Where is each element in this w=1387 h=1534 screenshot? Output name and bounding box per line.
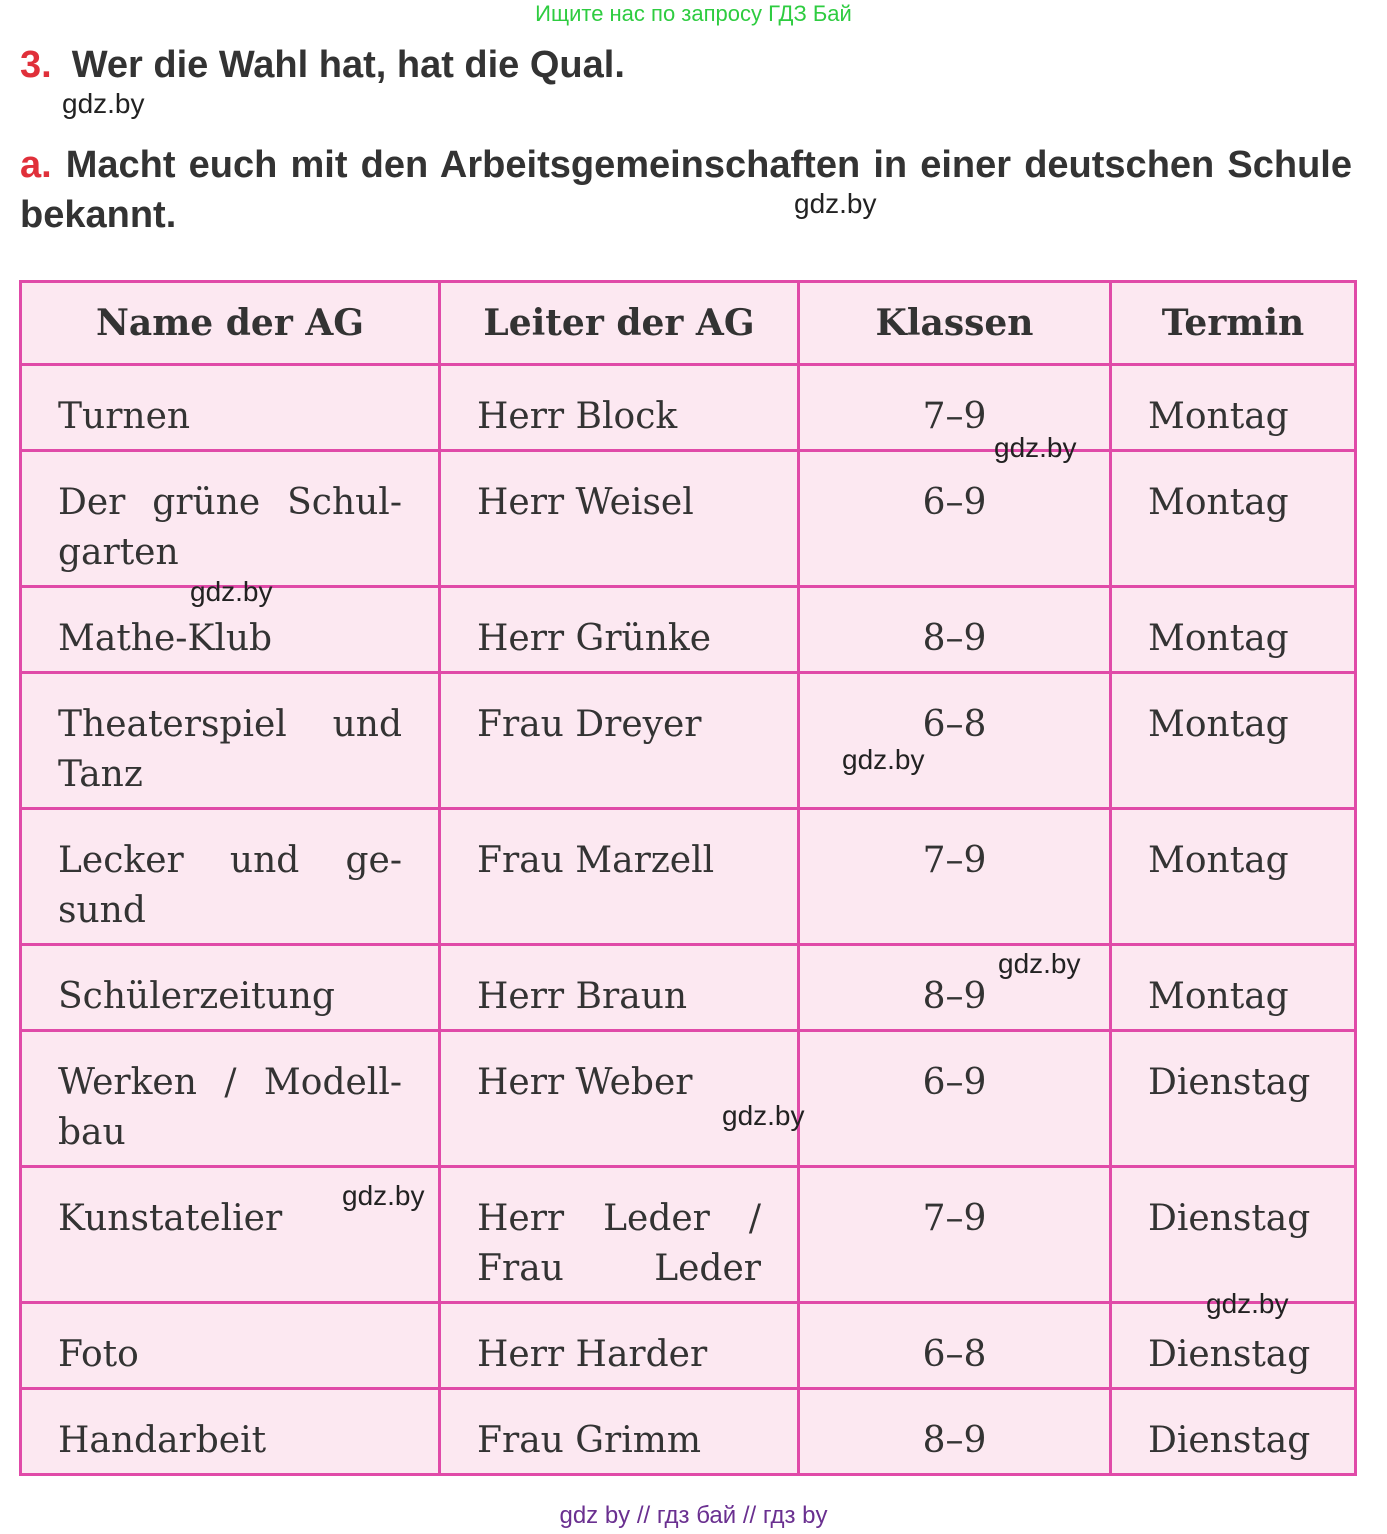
subtask-heading (20, 140, 1352, 240)
cell-termin: Montag (1111, 809, 1356, 945)
cell-name: Turnen (21, 365, 440, 451)
table-row (21, 365, 1356, 451)
cell-klassen: 6–8 (799, 673, 1111, 809)
table-row (21, 451, 1356, 587)
cell-leiter: Herr Harder (440, 1303, 799, 1389)
table-row (21, 809, 1356, 945)
table-row (21, 1389, 1356, 1475)
cell-klassen: 7–9 (799, 365, 1111, 451)
cell-klassen: 6–8 (799, 1303, 1111, 1389)
footer: gdz by // гдз бай // гдз by (559, 1502, 828, 1529)
cell-klassen: 7–9 (799, 1167, 1111, 1303)
cell-name: Kunstatelier (21, 1167, 440, 1303)
cell-termin: Dienstag (1111, 1031, 1356, 1167)
cell-termin: Dienstag (1111, 1303, 1356, 1389)
watermark: gdz.by (342, 1180, 425, 1211)
cell-termin: Montag (1111, 945, 1356, 1031)
cell-name: Theaterspiel und Tanz (21, 673, 440, 809)
cell-leiter: Herr Weisel (440, 451, 799, 587)
cell-name: Der grüne Schul-garten (21, 451, 440, 587)
cell-klassen: 6–9 (799, 1031, 1111, 1167)
cell-klassen: 6–9 (799, 451, 1111, 587)
table-row (21, 673, 1356, 809)
cell-name: Foto (21, 1303, 440, 1389)
cell-leiter: Frau Marzell (440, 809, 799, 945)
subtask-text: Macht euch mit den Arbeitsgemeinschaften in einer deutschen Schule bekannt. (20, 144, 1352, 236)
cell-leiter: Frau Grimm (440, 1389, 799, 1475)
watermark: gdz.by (794, 188, 877, 219)
watermark: gdz.by (190, 576, 273, 607)
cell-leiter: Herr Weber (440, 1031, 799, 1167)
header-termin: Termin (1111, 282, 1356, 365)
table-row (21, 1167, 1356, 1303)
watermark: gdz.by (842, 744, 925, 775)
cell-name: Lecker und ge-sund (21, 809, 440, 945)
watermark: gdz.by (722, 1100, 805, 1131)
cell-termin: Montag (1111, 365, 1356, 451)
cell-name: Werken / Modell-bau (21, 1031, 440, 1167)
cell-termin: Montag (1111, 673, 1356, 809)
cell-name: Mathe-Klub (21, 587, 440, 673)
watermark: gdz.by (1206, 1288, 1289, 1319)
task-number: 3. (20, 44, 52, 86)
cell-name: Handarbeit (21, 1389, 440, 1475)
cell-termin: Montag (1111, 587, 1356, 673)
table-row (21, 945, 1356, 1031)
cell-termin: Dienstag (1111, 1167, 1356, 1303)
top-banner: Ищите нас по запросу ГДЗ Бай (535, 1, 852, 26)
watermark: gdz.by (998, 948, 1081, 979)
task-heading (20, 44, 625, 87)
header-name: Name der AG (21, 282, 440, 365)
subtask-letter: a. (20, 144, 52, 186)
cell-name: Schülerzeitung (21, 945, 440, 1031)
cell-leiter: Frau Dreyer (440, 673, 799, 809)
task-title: Wer die Wahl hat, hat die Qual. (71, 44, 625, 86)
table-row (21, 1303, 1356, 1389)
table-header-row (21, 282, 1356, 365)
cell-klassen: 8–9 (799, 1389, 1111, 1475)
watermark: gdz.by (994, 432, 1077, 463)
cell-leiter: Herr Grünke (440, 587, 799, 673)
watermark: gdz.by (62, 88, 145, 119)
cell-leiter: Herr Block (440, 365, 799, 451)
cell-klassen: 8–9 (799, 945, 1111, 1031)
header-klassen: Klassen (799, 282, 1111, 365)
ag-table (19, 280, 1357, 1476)
cell-termin: Montag (1111, 451, 1356, 587)
cell-klassen: 7–9 (799, 809, 1111, 945)
cell-termin: Dienstag (1111, 1389, 1356, 1475)
cell-leiter: Herr Braun (440, 945, 799, 1031)
table-row (21, 1031, 1356, 1167)
header-leiter: Leiter der AG (440, 282, 799, 365)
cell-klassen: 8–9 (799, 587, 1111, 673)
cell-leiter: Herr Leder / Frau Leder (440, 1167, 799, 1303)
